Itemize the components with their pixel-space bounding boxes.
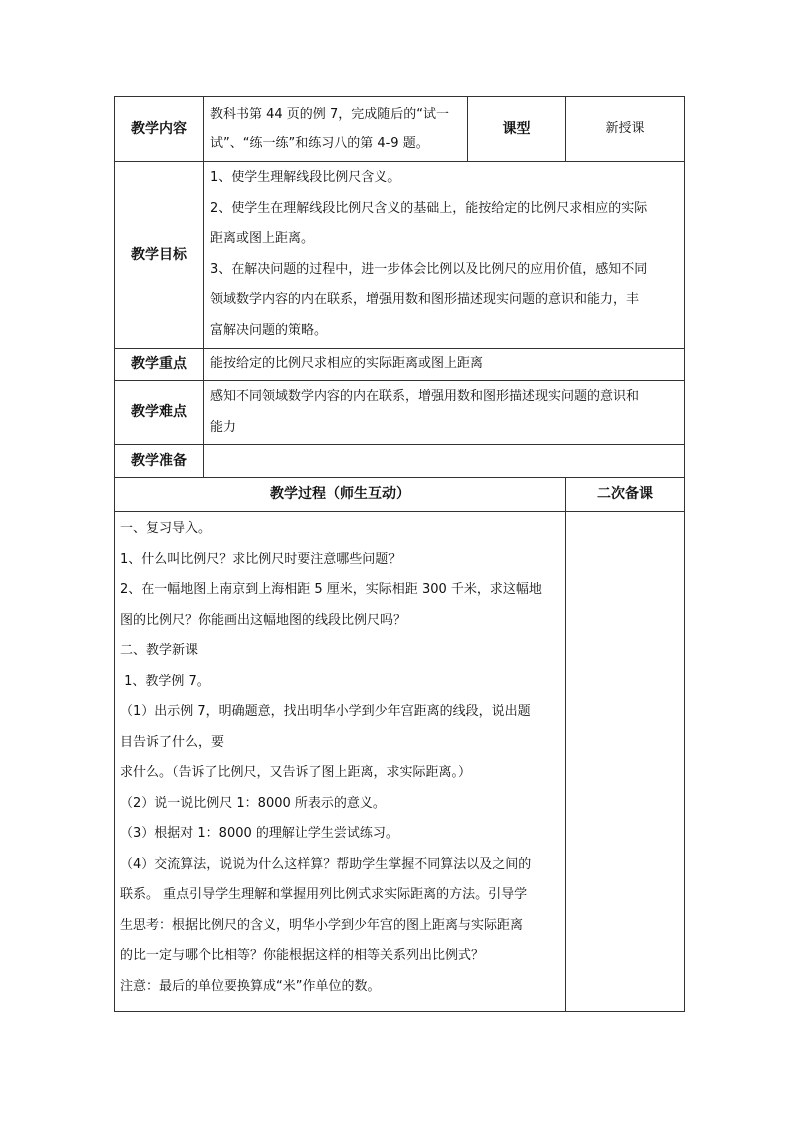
process-header (114, 477, 566, 512)
difficulties-line-1: 感知不同领域数学内容的内在联系，增强用数和图形描述现实问题的意识和 (210, 389, 640, 404)
process-body (114, 511, 566, 1012)
lesson-type-label (467, 96, 566, 162)
preparation-label-text: 教学准备 (131, 452, 187, 469)
process-line-11: （3）根据对 1：8000 的理解让学生尝试练习。 (120, 826, 399, 841)
preparation-text (203, 444, 685, 478)
goals-line-2: 2、使学生在理解线段比例尺含义的基础上，能按给定的比例尺求相应的实际 (210, 200, 648, 216)
process-line-12: （4）交流算法，说说为什么这样算？帮助学生掌握不同算法以及之间的 (120, 856, 532, 872)
process-line-6: 1、教学例 7。 (120, 673, 210, 689)
goals-line-5: 领域数学内容的内在联系，增强用数和图形描述现实问题的意识和能力，丰 (210, 292, 640, 307)
content-label (114, 96, 204, 162)
goals-line-1: 1、使学生理解线段比例尺含义。 (210, 170, 401, 185)
key-points-line: 能按给定的比例尺求相应的实际距离或图上距离 (210, 356, 484, 371)
difficulties-line-2: 能力 (210, 419, 237, 435)
lesson-type-label-text: 课型 (502, 120, 531, 137)
difficulties-label (114, 380, 204, 445)
goals-line-3: 距离或图上距离。 (210, 231, 315, 246)
preparation-label (114, 444, 204, 478)
process-line-16: 注意：最后的单位要换算成“米”作单位的数。 (120, 978, 381, 994)
key-points-text (203, 348, 685, 381)
process-line-5: 二、教学新课 (120, 643, 199, 658)
process-line-13: 联系。 重点引导学生理解和掌握用列比例式求实际距离的方法。引导学 (120, 887, 528, 902)
process-line-8: 目告诉了什么，要 (120, 734, 225, 750)
goals-line-4: 3、在解决问题的过程中，进一步体会比例以及比例尺的应用价值，感知不同 (210, 261, 648, 277)
content-text-line-1: 教科书第 44 页的例 7，完成随后的“试一 (210, 107, 449, 122)
process-line-2: 1、什么叫比例尺？求比例尺时要注意哪些问题？ (120, 551, 402, 567)
key-points-label (114, 348, 204, 381)
goals-label (114, 161, 204, 349)
lesson-type-value-text: 新授课 (605, 120, 645, 136)
lesson-type-value (565, 96, 685, 162)
secondary-prep-body (565, 511, 685, 1012)
content-text (203, 96, 468, 162)
goals-label-text: 教学目标 (131, 246, 187, 263)
process-line-10: （2）说一说比例尺 1：8000 所表示的意义。 (120, 795, 386, 811)
content-label-text: 教学内容 (131, 120, 187, 137)
process-line-4: 图的比例尺？你能画出这幅地图的线段比例尺吗？ (120, 612, 407, 628)
content-text-line-2: 试”、“练一练”和练习八的第 4-9 题。 (210, 136, 429, 151)
process-line-9: 求什么。（告诉了比例尺，又告诉了图上距离，求实际距离。） (120, 765, 472, 780)
process-header-text: 教学过程（师生互动） (270, 486, 410, 503)
process-line-3: 2、在一幅地图上南京到上海相距 5 厘米，实际相距 300 千米，求这幅地 (120, 582, 542, 597)
process-line-7: （1）出示例 7，明确题意，找出明华小学到少年宫距离的线段，说出题 (120, 704, 531, 719)
secondary-prep-header (565, 477, 685, 512)
process-line-15: 的比一定与哪个比相等？你能根据这样的相等关系列出比例式？ (120, 948, 485, 963)
difficulties-label-text: 教学难点 (131, 404, 187, 421)
secondary-prep-header-text: 二次备课 (597, 486, 653, 503)
difficulties-text (203, 380, 685, 445)
process-line-14: 生思考：根据比例尺的含义，明华小学到少年宫的图上距离与实际距离 (120, 917, 524, 933)
process-line-1: 一、复习导入。 (120, 521, 212, 536)
goals-text (203, 161, 685, 349)
goals-line-6: 富解决问题的策略。 (210, 322, 328, 338)
key-points-label-text: 教学重点 (131, 356, 187, 373)
